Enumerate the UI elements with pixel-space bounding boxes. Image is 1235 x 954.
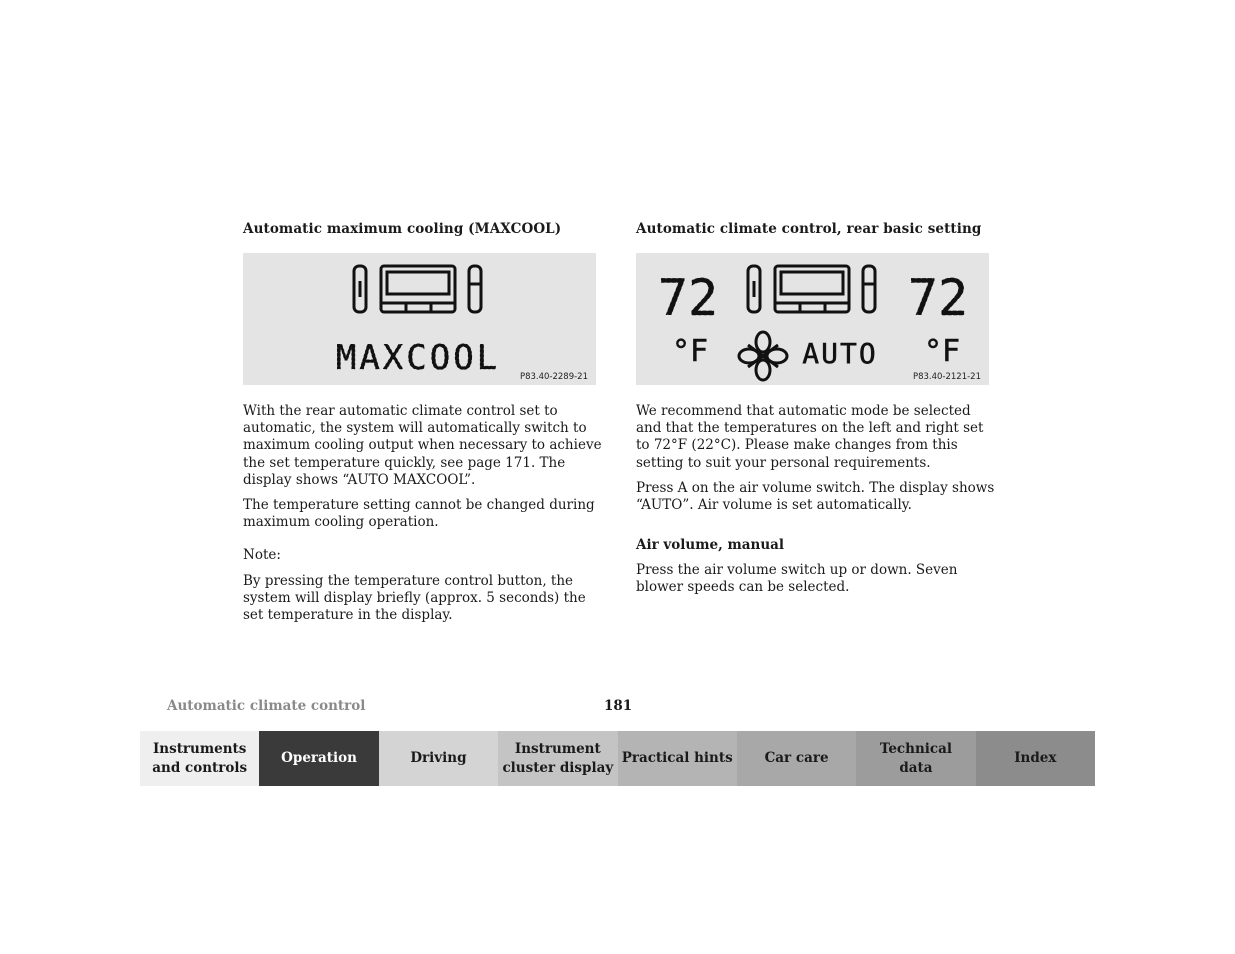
temperature-left: 72 — [657, 269, 719, 327]
nav-tab-instrument-cluster-display[interactable]: Instrument cluster display — [498, 731, 617, 786]
section-heading-maxcool: Automatic maximum cooling (MAXCOOL) — [243, 221, 562, 237]
climate-panel-icon — [381, 266, 455, 312]
figure-code: P83.40-2289-21 — [519, 372, 588, 382]
lcd-text-auto: AUTO — [802, 337, 878, 370]
seat-indicator-left-icon — [354, 266, 366, 312]
nav-tab-technical-data[interactable]: Technical data — [856, 731, 975, 786]
paragraph: With the rear automatic climate control set to automatic, the system will automatically switch to maximum cooling output when necessary to achieve the set temperature quickly, see page 171. The display shows “AUTO MAXCOOL”. — [243, 403, 602, 488]
left-column — [243, 220, 603, 632]
seat-indicator-left-icon — [748, 266, 760, 312]
paragraph: Press the air volume switch up or down. Seven blower speeds can be selected. — [636, 562, 958, 596]
note-label: Note: — [243, 547, 281, 564]
lcd-display-auto — [636, 253, 989, 385]
unit-left: °F — [671, 334, 709, 369]
temperature-right: 72 — [907, 269, 969, 327]
section-heading-basic-setting: Automatic climate control, rear basic setting — [636, 221, 982, 237]
page-number: 181 — [604, 698, 633, 714]
lcd-display-maxcool — [243, 253, 596, 385]
nav-tab-driving[interactable]: Driving — [379, 731, 498, 786]
right-column — [636, 220, 996, 605]
unit-right: °F — [923, 334, 961, 369]
footer-section-title: Automatic climate control — [167, 698, 366, 714]
lcd-display-figure-auto — [636, 253, 989, 385]
paragraph: We recommend that automatic mode be selected and that the temperatures on the left and right set to 72°F (22°C). Please make changes from this setting to suit your personal requirements. — [636, 403, 984, 471]
nav-tab-operation[interactable]: Operation — [259, 731, 378, 786]
seat-indicator-right-icon — [469, 266, 481, 312]
paragraph: The temperature setting cannot be changed during maximum cooling operation. — [243, 497, 595, 531]
note-text: By pressing the temperature control button, the system will display briefly (approx. 5 seconds) the set temperature in the display. — [243, 572, 586, 624]
paragraph: Press A on the air volume switch. The display shows “AUTO”. Air volume is set automatically. — [636, 479, 995, 514]
nav-tab-car-care[interactable]: Car care — [737, 731, 856, 786]
chapter-nav-bar — [140, 731, 1095, 786]
subheading-air-volume: Air volume, manual — [636, 537, 785, 554]
fan-icon — [739, 332, 787, 380]
nav-tab-practical-hints[interactable]: Practical hints — [618, 731, 737, 786]
climate-panel-icon — [775, 266, 849, 312]
lcd-display-figure-maxcool — [243, 253, 596, 385]
nav-tab-instruments-and-controls[interactable]: Instruments and controls — [140, 731, 259, 786]
seat-indicator-right-icon — [863, 266, 875, 312]
figure-code: P83.40-2121-21 — [912, 372, 981, 382]
lcd-text-maxcool: MAXCOOL — [335, 338, 501, 378]
nav-tab-index[interactable]: Index — [976, 731, 1095, 786]
